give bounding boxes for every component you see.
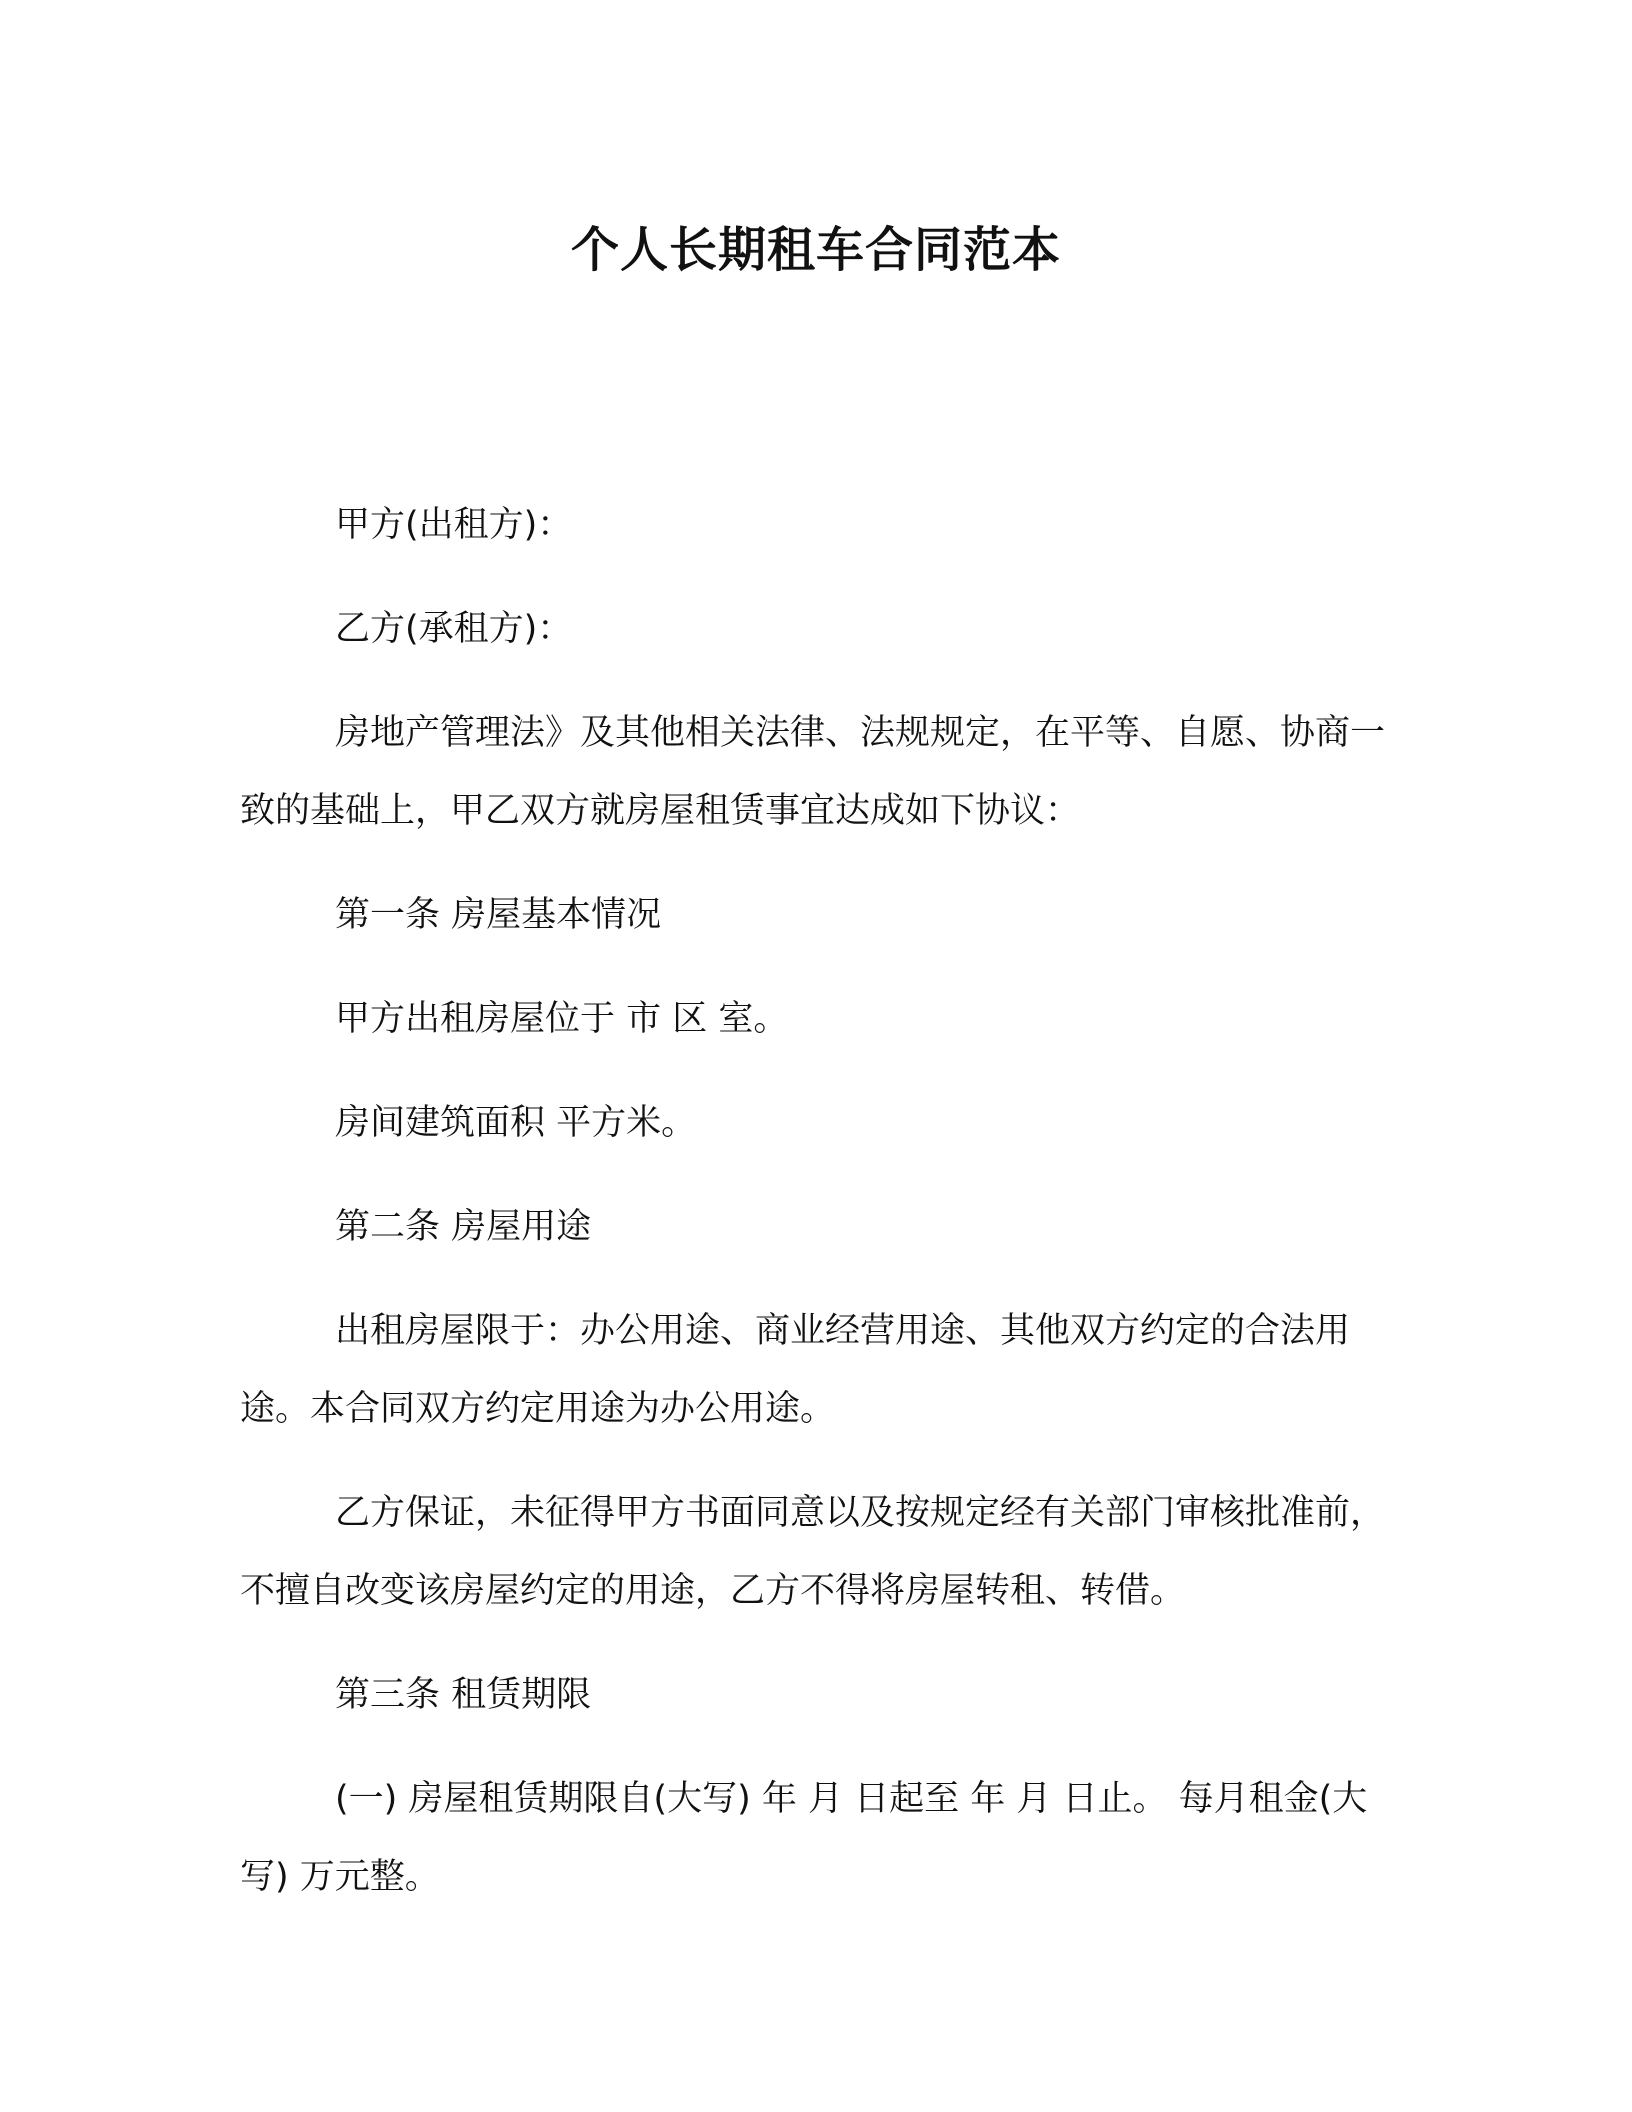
article-3-heading: 第三条 租赁期限 bbox=[335, 1675, 592, 1715]
party-b-line: 乙方(承租方)： bbox=[335, 609, 573, 649]
lease-term-paragraph: (一) 房屋租赁期限自(大写) 年 月 日起至 年 月 日止。 每月租金(大写) 万元整。 bbox=[240, 1779, 1368, 1897]
tenant-guarantee-paragraph: 乙方保证，未征得甲方书面同意以及按规定经有关部门审核批准前，不擅自改变该房屋约定的用途，乙方不得将房屋转租、转借。 bbox=[240, 1493, 1386, 1611]
usage-paragraph: 出租房屋限于：办公用途、商业经营用途、其他双方约定的合法用途。本合同双方约定用途为办公用途。 bbox=[240, 1311, 1351, 1429]
article-2-heading: 第二条 房屋用途 bbox=[335, 1207, 592, 1247]
preamble-paragraph: 房地产管理法》及其他相关法律、法规规定，在平等、自愿、协商一致的基础上，甲乙双方就房屋租赁事宜达成如下协议： bbox=[240, 713, 1386, 831]
property-location-line: 甲方出租房屋位于 市 区 室。 bbox=[335, 999, 789, 1039]
party-a-line: 甲方(出租方)： bbox=[335, 505, 573, 545]
document-title: 个人长期租车合同范本 bbox=[570, 222, 1061, 278]
article-1-heading: 第一条 房屋基本情况 bbox=[335, 895, 662, 935]
property-area-line: 房间建筑面积 平方米。 bbox=[335, 1103, 697, 1143]
